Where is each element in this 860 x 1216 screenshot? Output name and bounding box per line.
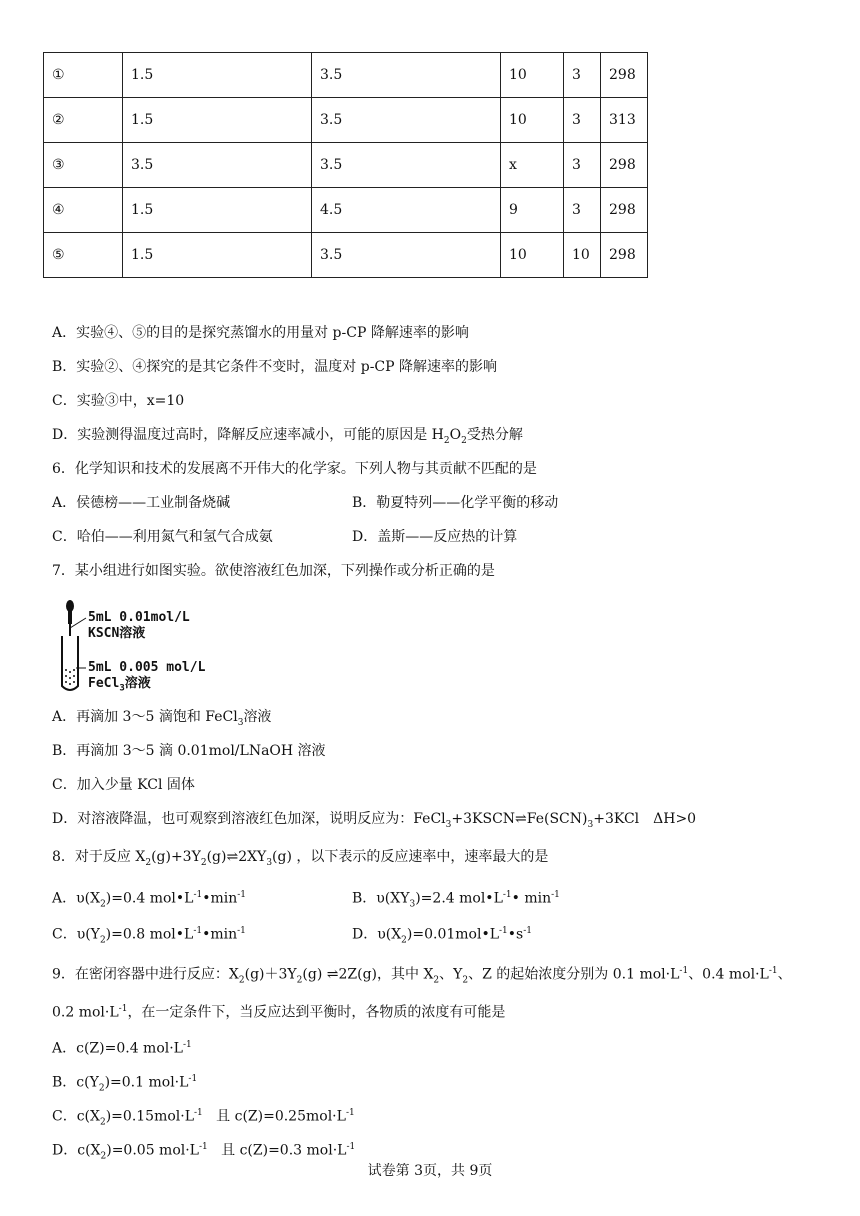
- table-cell: 3.5: [312, 143, 501, 188]
- q8-option-d: D．$\upsilon(X_2)=0.01mol•L^{-1}•s^{-1}$: [352, 926, 533, 946]
- q5-option-d: D．实验测得温度过高时，降解反应速率减小，可能的原因是 $H_2O_2$受热分解: [52, 427, 523, 446]
- table-cell: 3: [564, 188, 601, 233]
- test-tube-figure: [58, 598, 238, 696]
- table-cell: ③: [44, 143, 123, 188]
- q8-option-c: C．$\upsilon(Y_2)=0.8$ $mol•L^{-1}•\min^{-1}$: [52, 926, 246, 946]
- q7-option-b: B．再滴加 3～5 滴 0.01mol/LNaOH 溶液: [52, 743, 326, 759]
- q9-option-c: C．$c(X_2)=0.15mol\cdot L^{-1}$ 且 $c(Z)=0.25mol\cdot L^{-1}$: [52, 1108, 355, 1128]
- table-cell: 1.5: [123, 233, 312, 278]
- table-row: [44, 233, 648, 278]
- table-cell: 298: [601, 143, 648, 188]
- figure-label-top-line2: KSCN溶液: [88, 626, 146, 641]
- table-cell: 3: [564, 143, 601, 188]
- q6-option-a: A．侯德榜——工业制备烧碱: [52, 495, 231, 511]
- table-cell: 1.5: [123, 188, 312, 233]
- q7-stem: 7．某小组进行如图实验。欲使溶液红色加深，下列操作或分析正确的是: [52, 563, 495, 579]
- table-cell: 10: [501, 53, 564, 98]
- q9-stem-line1: 9．在密闭容器中进行反应：$X_2(g)+3Y_2(g)$ ⇌2Z(g)，其中 $X_2$、$Y_2$、Z 的起始浓度分别为 0.1 $mol\cdot L^{-1}$、0.4 $mol\cdot L^{-1}$、: [52, 966, 792, 986]
- q6-stem: 6．化学知识和技术的发展离不开伟大的化学家。下列人物与其贡献不匹配的是: [52, 461, 537, 477]
- q5-option-b: B．实验②、④探究的是其它条件不变时，温度对 p-CP 降解速率的影响: [52, 359, 498, 375]
- table-cell: 298: [601, 53, 648, 98]
- table-cell: 10: [564, 233, 601, 278]
- table-cell: 1.5: [123, 53, 312, 98]
- table-row: [44, 188, 648, 233]
- table-cell: ④: [44, 188, 123, 233]
- table-cell: 9: [501, 188, 564, 233]
- q9-option-b: B．$c(Y_2)=0.1$ $mol\cdot L^{-1}$: [52, 1074, 198, 1094]
- table-row: [44, 53, 648, 98]
- q7-option-c: C．加入少量 KCl 固体: [52, 777, 195, 793]
- table-cell: 313: [601, 98, 648, 143]
- table-cell: 3.5: [312, 233, 501, 278]
- experiment-table: [43, 52, 648, 278]
- table-cell: 10: [501, 98, 564, 143]
- table-row: [44, 98, 648, 143]
- table-row: [44, 143, 648, 188]
- figure-label-top-line1: 5mL 0.01mol/L: [88, 610, 190, 625]
- table-cell: 3: [564, 53, 601, 98]
- table-cell: 298: [601, 188, 648, 233]
- q7-option-d: D．对溶液降温，也可观察到溶液红色加深，说明反应为：$FeCl_3+3KSCN\rightleftharpoons Fe(SCN)_3+3KCl$ ΔH>0: [52, 811, 697, 830]
- q7-option-a: A．再滴加 3～5 滴饱和 FeCl$_3$溶液: [52, 709, 272, 728]
- table-cell: x: [501, 143, 564, 188]
- figure-label-bottom-line2: FeCl$_3$溶液: [88, 676, 151, 694]
- q9-stem-line2: 0.2 $mol\cdot L^{-1}$，在一定条件下，当反应达到平衡时，各物质的浓度有可能是: [52, 1004, 506, 1021]
- q9-option-d: D．$c(X_2)=0.05$ $mol\cdot L^{-1}$ 且 c(Z)=0.3 $mol\cdot L^{-1}$: [52, 1142, 356, 1162]
- q9-option-a: A．c(Z)=0.4 $mol\cdot L^{-1}$: [52, 1040, 192, 1057]
- q6-option-d: D．盖斯——反应热的计算: [352, 529, 518, 545]
- q5-option-c: C．实验③中，x=10: [52, 393, 185, 409]
- q6-option-b: B．勒夏特列——化学平衡的移动: [352, 495, 559, 511]
- table-cell: ①: [44, 53, 123, 98]
- table-cell: 3.5: [312, 53, 501, 98]
- table-cell: ②: [44, 98, 123, 143]
- q5-option-a: A．实验④、⑤的目的是探究蒸馏水的用量对 p-CP 降解速率的影响: [52, 325, 469, 341]
- q8-stem: 8．对于反应 $X_2(g)+3Y_2(g)\rightleftharpoons 2XY_3(g)$ ，以下表示的反应速率中，速率最大的是: [52, 849, 549, 868]
- table-cell: 10: [501, 233, 564, 278]
- table-cell: 3.5: [312, 98, 501, 143]
- table-cell: 3: [564, 98, 601, 143]
- table-cell: ⑤: [44, 233, 123, 278]
- q8-option-a: A．$\upsilon(X_2)=0.4$ $mol•L^{-1}•\min^{-1}$: [52, 890, 247, 910]
- table-cell: 4.5: [312, 188, 501, 233]
- table-cell: 3.5: [123, 143, 312, 188]
- q8-option-b: B．$\upsilon(XY_3)=2.4$ $mol•L^{-1}•$ $\min^{-1}$: [352, 890, 560, 910]
- table-cell: 298: [601, 233, 648, 278]
- figure-label-bottom-line1: 5mL 0.005 mol/L: [88, 660, 206, 675]
- page-footer: 试卷第 3页，共 9页: [367, 1163, 493, 1179]
- table-cell: 1.5: [123, 98, 312, 143]
- q6-option-c: C．哈伯——利用氮气和氢气合成氨: [52, 529, 273, 545]
